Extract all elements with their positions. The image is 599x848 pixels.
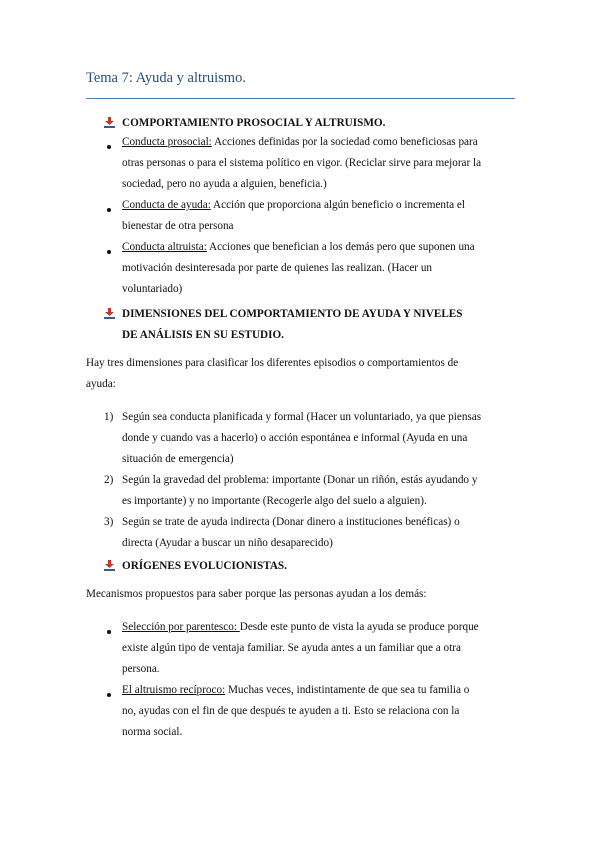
text-line: norma social. (122, 726, 183, 738)
text-line: Acciones que benefician a los demás pero que suponen una (206, 241, 475, 253)
bullet-dot-icon (107, 630, 111, 634)
arrow-down-bar-icon (104, 308, 115, 319)
bullet-dot-icon (107, 693, 111, 697)
text-line: persona. (122, 663, 160, 675)
bullet-dot-icon (107, 250, 111, 254)
text-line: directa (Ayudar a buscar un niño desaparecido) (122, 537, 333, 549)
list-number: 2) (104, 474, 114, 486)
text-line: existe algún tipo de ventaja familiar. Se ayuda antes a un familiar que a otra (122, 642, 461, 654)
list-item-text (122, 684, 469, 696)
list-number: 1) (104, 411, 114, 423)
list-item-text (122, 136, 478, 148)
title-underline (86, 98, 515, 99)
text-line: motivación desinteresada por parte de quienes las realizan. (Hacer un (122, 262, 433, 274)
text-line: Acciones definidas por la sociedad como beneficiosas para (211, 136, 478, 148)
list-number: 3) (104, 516, 114, 528)
section-heading: DIMENSIONES DEL COMPORTAMIENTO DE AYUDA Y NIVELES (122, 308, 463, 320)
bullet-dot-icon (107, 208, 111, 212)
section-heading: ORÍGENES EVOLUCIONISTAS. (122, 560, 287, 572)
text-line: es importante) y no importante (Recogerle algo del suelo a alguien). (122, 495, 427, 507)
text-line: Según se trate de ayuda indirecta (Donar dinero a instituciones benéficas) o (122, 516, 460, 528)
list-item-text (122, 241, 475, 253)
text-line: otras personas o para el sistema político en vigor. (Reciclar sirve para mejorar la (122, 157, 482, 169)
term-label: El altruismo recíproco: (122, 684, 226, 696)
page-title: Tema 7: Ayuda y altruismo. (86, 70, 246, 86)
text-line: Acción que proporciona algún beneficio o incrementa el (210, 199, 465, 211)
section-heading: COMPORTAMIENTO PROSOCIAL Y ALTRUISMO. (122, 117, 386, 129)
paragraph-line: Hay tres dimensiones para clasificar los diferentes episodios o comportamientos de (86, 357, 459, 369)
arrow-down-bar-icon (104, 117, 115, 128)
section-heading-continued: DE ANÁLISIS EN SU ESTUDIO. (122, 329, 284, 341)
text-line: no, ayudas con el fin de que después te ayuden a ti. Esto se relaciona con la (122, 705, 460, 717)
text-line: Según la gravedad del problema: importante (Donar un riñón, estás ayudando y (122, 474, 478, 486)
text-line: Muchas veces, indistintamente de que sea tu familia o (225, 684, 470, 696)
text-line: Desde este punto de vista la ayuda se produce porque (239, 621, 479, 633)
arrow-down-bar-icon (104, 560, 115, 571)
text-line: donde y cuando vas a hacerlo) o acción espontánea e informal (Ayuda en una (122, 432, 468, 444)
text-line: sociedad, pero no ayuda a alguien, beneficia.) (122, 178, 327, 190)
bullet-dot-icon (107, 145, 111, 149)
text-line: bienestar de otra persona (122, 220, 234, 232)
paragraph-line: ayuda: (86, 378, 116, 390)
term-label: Conducta de ayuda: (122, 199, 211, 211)
term-label: Selección por parentesco: (122, 621, 240, 633)
list-item-text (122, 621, 479, 633)
paragraph-line: Mecanismos propuestos para saber porque las personas ayudan a los demás: (86, 588, 427, 600)
list-item-text (122, 199, 465, 211)
term-label: Conducta prosocial: (122, 136, 212, 148)
term-label: Conducta altruista: (122, 241, 207, 253)
text-line: Según sea conducta planificada y formal (Hacer un voluntariado, ya que piensas (122, 411, 482, 423)
text-line: voluntariado) (122, 283, 183, 295)
text-line: situación de emergencia) (122, 453, 234, 465)
